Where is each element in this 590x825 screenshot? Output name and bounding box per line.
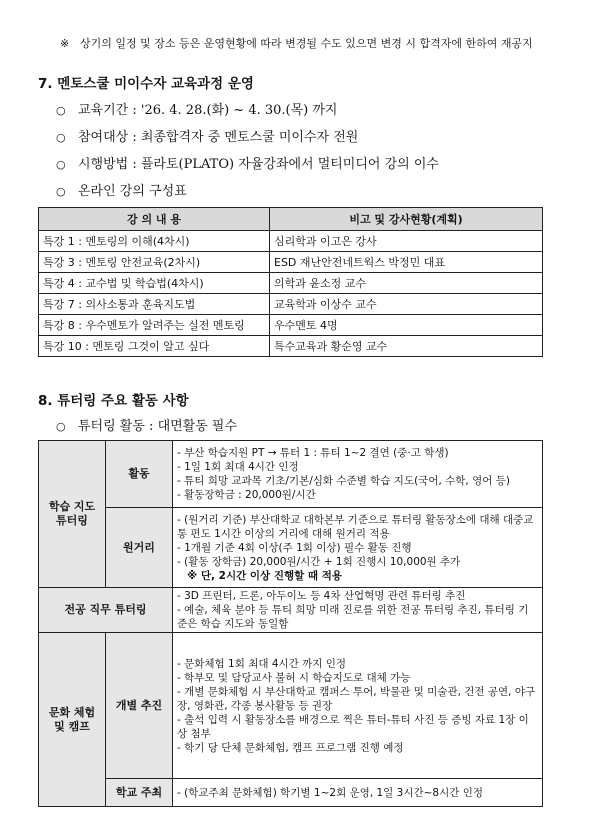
desc-line: - (원거리 기준) 부산대학교 대학본부 기준으로 튜터링 활동장소에 대해 대중교통 편도 1시간 이상의 거리에 대해 원거리 적용 [177, 513, 534, 540]
bullet-online [56, 180, 187, 199]
desc-line: - 문화체험 1회 최대 4시간 까지 인정 [177, 657, 347, 670]
desc-line: - 출석 입력 시 활동장소를 배경으로 찍은 튜터-튜티 사진 등 증빙 자료 1장 이상 첨부 [177, 713, 529, 740]
cell-instructor: 우수멘토 4명 [270, 315, 543, 336]
desc-line: - 1일 1회 최대 4시간 인정 [177, 461, 299, 473]
notice-note [60, 36, 550, 51]
desc-line: - 학부모 및 담당교사 불허 시 학습지도로 대체 가능 [177, 671, 411, 684]
table-row [39, 294, 543, 315]
desc-line: - (학교주최 문화체험) 학기별 1~2회 운영, 1일 3시간~8시간 인정 [177, 786, 484, 799]
table-row [39, 441, 543, 508]
cell-lecture: 특강 10 : 멘토링 그것이 알고 싶다 [39, 336, 270, 357]
circle-bullet-icon: ○ [56, 158, 66, 171]
circle-bullet-icon: ○ [56, 131, 66, 144]
desc-line: - 1개월 기준 4회 이상(주 1회 이상) 필수 활동 진행 [177, 541, 412, 554]
section7-title: 7. 멘토스쿨 미이수자 교육과정 운영 [38, 76, 254, 92]
table-row [39, 273, 543, 294]
table-row [39, 633, 543, 779]
desc-major [173, 588, 543, 633]
category-major: 전공 직무 튜터링 [39, 588, 173, 633]
cell-instructor: 의학과 윤소정 교수 [270, 273, 543, 294]
cell-lecture: 특강 3 : 멘토링 안전교육(2차시) [39, 252, 270, 273]
desc-line: - 개별 문화체험 시 부산대학교 캠퍼스 투어, 박물관 및 미술관, 건전 공연, 야구장, 영화관, 각종 봉사활동 등 권장 [177, 685, 536, 712]
table-row [39, 588, 543, 633]
cell-lecture: 특강 4 : 교수법 및 학습법(4차시) [39, 273, 270, 294]
subcat-activity: 활동 [106, 441, 173, 508]
circle-bullet-icon: ○ [56, 420, 66, 433]
desc-line: - 예술, 체육 분야 등 튜티 희망 미래 진로를 위한 전공 튜터링 추진, 튜터링 기준은 학습 지도와 동일함 [177, 604, 529, 630]
bullet-tutoring [56, 415, 237, 434]
cell-lecture: 특강 7 : 의사소통과 훈육지도법 [39, 294, 270, 315]
cell-instructor: 심리학과 이고은 강사 [270, 231, 543, 252]
category-culture: 문화 체험 및 캠프 [39, 633, 106, 807]
bullet-text: 참여대상 : 최종합격자 중 멘토스쿨 미이수자 전원 [78, 130, 359, 145]
desc-school [173, 779, 543, 807]
col-header-note: 비고 및 강사현황(계획) [270, 208, 543, 231]
circle-bullet-icon: ○ [56, 185, 66, 198]
bullet-text: 시행방법 : 플라토(PLATO) 자율강좌에서 멀티미디어 강의 이수 [78, 157, 439, 172]
cell-instructor: 특수교육과 황순영 교수 [270, 336, 543, 357]
desc-line: - 튜티 희망 교과목 기초/기본/심화 수준별 학습 지도(국어, 수학, 영어 등) [177, 475, 510, 487]
desc-line-emphasis: ※ 단, 2시간 이상 진행할 때 적용 [187, 569, 343, 582]
table-row [39, 508, 543, 588]
note-text: 상기의 일정 및 장소 등은 운영현황에 따라 변경될 수도 있으면 변경 시 합격자에 한하여 재공지 [80, 37, 533, 50]
subcat-remote: 원거리 [106, 508, 173, 588]
table-header-row [39, 208, 543, 231]
desc-activity [173, 441, 543, 508]
table-row [39, 252, 543, 273]
desc-line: - 부산 학습지원 PT → 튜터 1 : 튜티 1~2 결연 (중·고 학생) [177, 447, 449, 459]
note-mark: ※ [60, 37, 70, 50]
cell-lecture: 특강 1 : 멘토링의 이해(4차시) [39, 231, 270, 252]
table-row [39, 779, 543, 807]
bullet-text: 교육기간 : '26. 4. 28.(화) ~ 4. 30.(목) 까지 [78, 103, 338, 118]
bullet-text: 온라인 강의 구성표 [78, 184, 187, 199]
cell-instructor: ESD 재난안전네트웍스 박정민 대표 [270, 252, 543, 273]
bullet-text: 튜터링 활동 : 대면활동 필수 [78, 419, 238, 434]
desc-line: - 활동장학금 : 20,000원/시간 [177, 489, 316, 501]
table-row [39, 315, 543, 336]
tutoring-activity-table [38, 440, 543, 807]
cell-lecture: 특강 8 : 우수멘토가 알려주는 실전 멘토링 [39, 315, 270, 336]
desc-line: - 3D 프린터, 드론, 아두이노 등 4차 산업혁명 관련 튜터링 추진 [177, 590, 466, 602]
bullet-target [56, 126, 358, 145]
cell-instructor: 교육학과 이상수 교수 [270, 294, 543, 315]
online-course-table [38, 207, 543, 357]
section8-title: 8. 튜터링 주요 활동 사항 [38, 393, 189, 409]
subcat-school: 학교 주최 [106, 779, 173, 807]
subcat-individual: 개별 추진 [106, 633, 173, 779]
category-learning: 학습 지도 튜터링 [39, 441, 106, 588]
bullet-period [56, 99, 338, 118]
desc-individual [173, 633, 543, 779]
bullet-method [56, 153, 439, 172]
desc-line: - 학기 당 단체 문화체험, 캠프 프로그램 진행 예정 [177, 741, 404, 754]
col-header-content: 강 의 내 용 [39, 208, 270, 231]
desc-line: - (활동 장학금) 20,000원/시간 + 1회 진행시 10,000원 추가 [177, 555, 461, 568]
table-row [39, 336, 543, 357]
circle-bullet-icon: ○ [56, 104, 66, 117]
desc-remote [173, 508, 543, 588]
table-row [39, 231, 543, 252]
